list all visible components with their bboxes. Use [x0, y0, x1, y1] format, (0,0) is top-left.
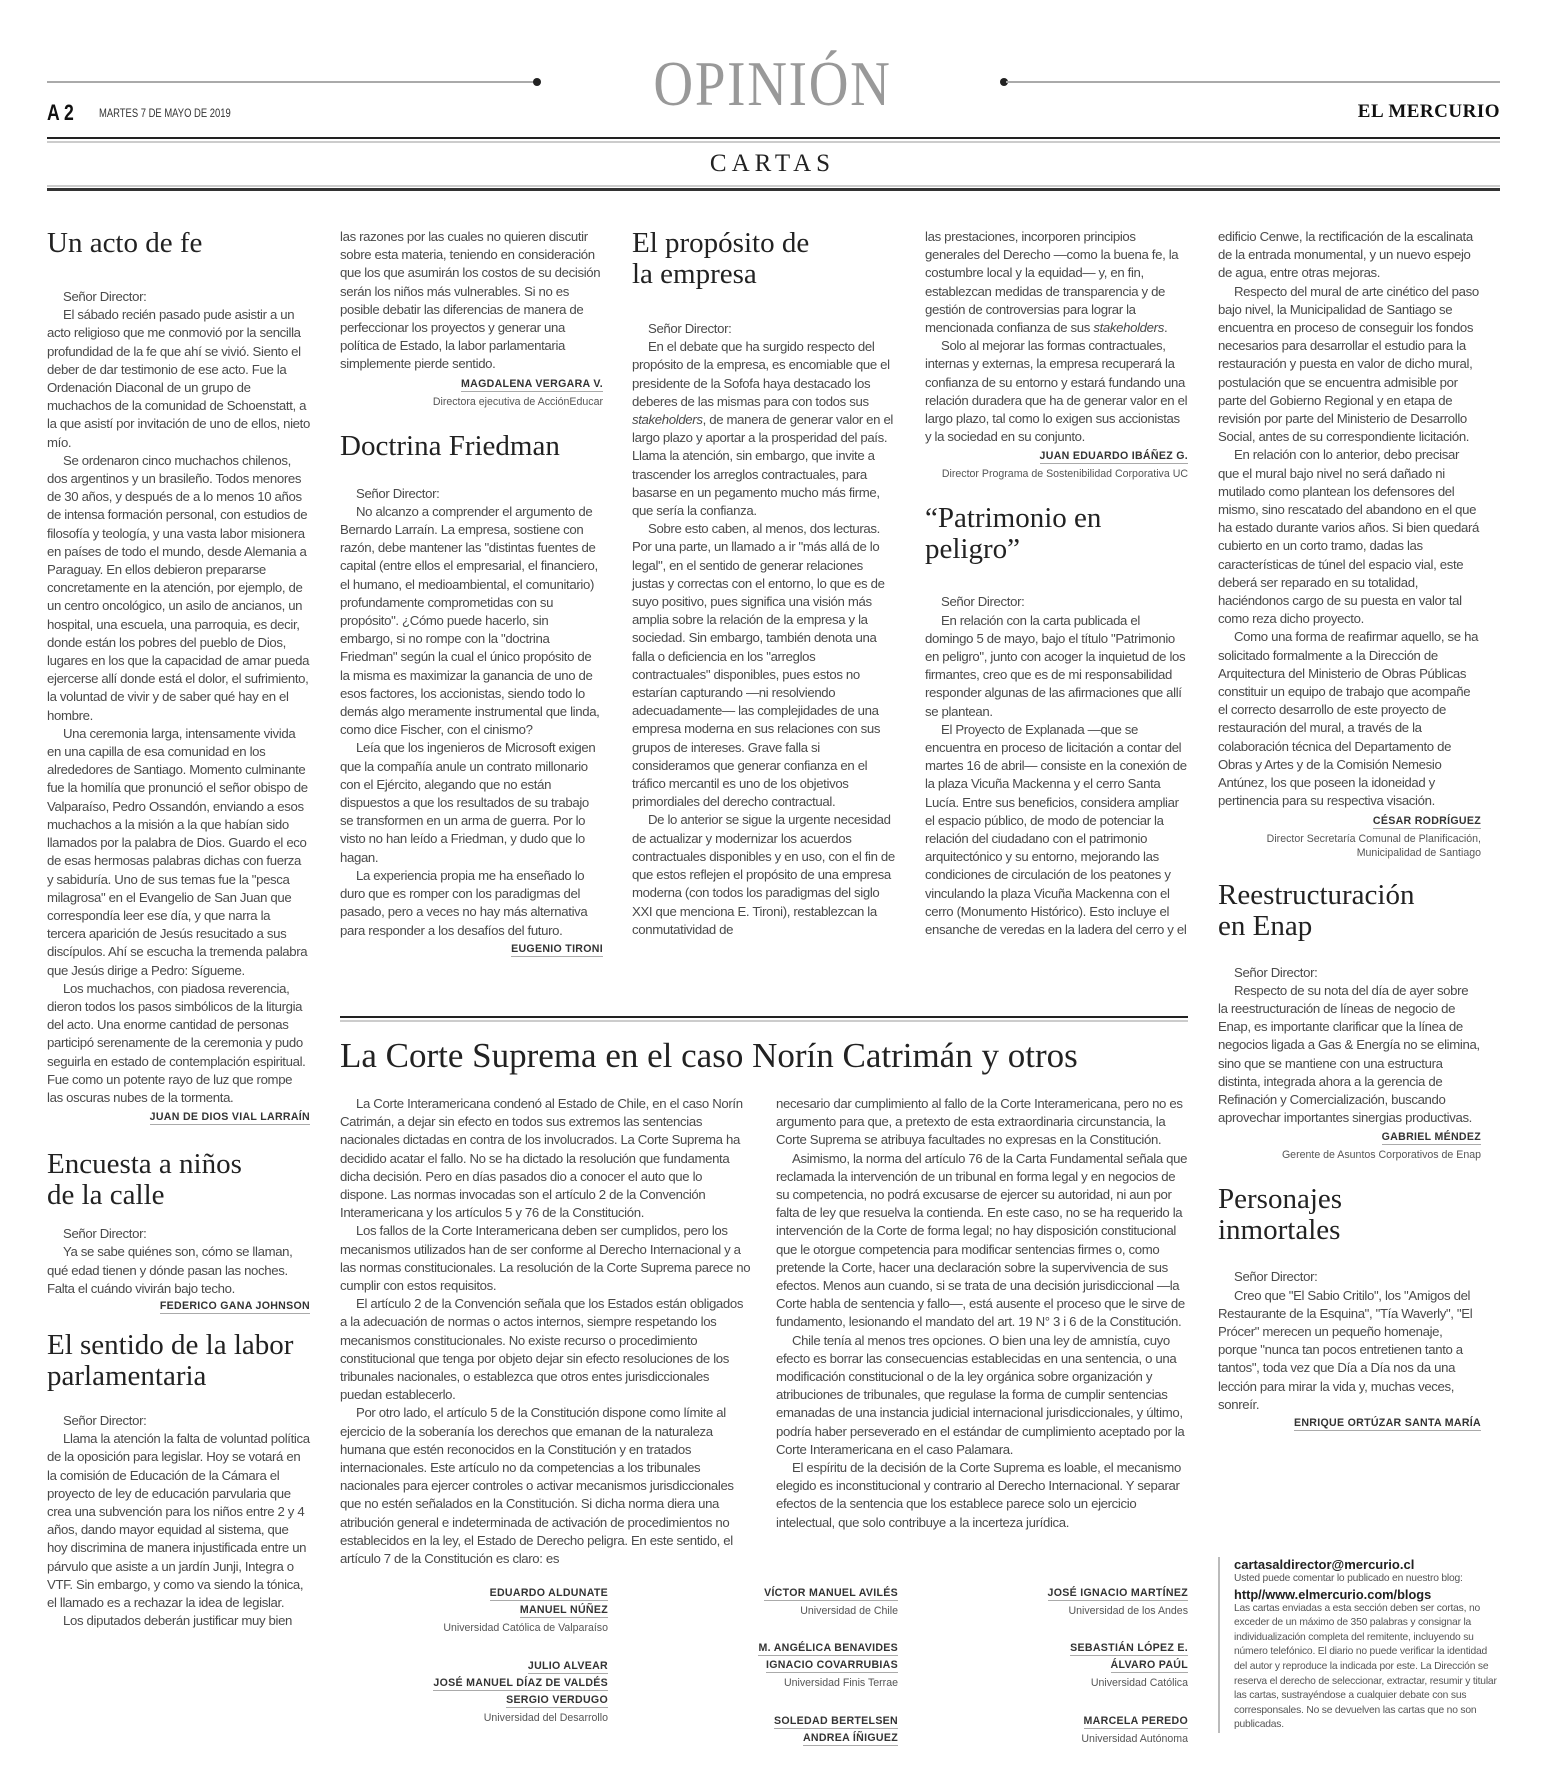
salutation: Señor Director:: [1234, 964, 1318, 980]
letter-body-enap: [1218, 964, 1481, 1128]
paragraph: Ya se sabe quiénes son, cómo se llaman, qué edad tienen y dónde pasan las noches. Falta el cuándo vivirán bajo techo.: [47, 1244, 293, 1296]
letter-body-acto-fe: [47, 288, 310, 1107]
signatory-group: [1000, 1642, 1188, 1690]
letter-title-patrimonio: “Patrimonio en peligro”: [925, 502, 1102, 566]
name: M. ANGÉLICA BENAVIDES: [758, 1642, 898, 1654]
name: ÁLVARO PAÚL: [1110, 1659, 1188, 1671]
paragraph: necesario dar cumplimiento al fallo de la Corte Interamericana, pero no es argumento para que, a pretexto de esta extraordinaria circunstancia, la Corte Suprema se atribuya facultades no expresas en la Constitución.: [776, 1096, 1183, 1148]
paragraph: Leía que los ingenieros de Microsoft exigen que la compañía anule un contrato millonario con el Ejército, alegando que no están dispuestos a que los resultados de su trabajo se transformen en un arma de guerra. Por lo visto no han leído a Friedman, y dudo que lo hagan.: [340, 740, 596, 865]
text: En el debate que ha surgido respecto del propósito de la empresa, es encomiable que el presidente de la Sofofa haya destacado los deberes de las mismas para con todos sus: [632, 339, 890, 409]
signature-proposito: [925, 450, 1188, 464]
column-1: [47, 228, 310, 1630]
paragraph: Una ceremonia larga, intensamente vivida en una capilla de esa comunidad en los alrededores de Santiago. Momento culminante fue la homilía que pronunció el señor obispo de Valparaíso, Pedro Ossandón, enviando a esos muchachos a la misión a la que habían sido llamados por la palabra de Dios. Guardo el eco de esas hermosas palabras dichas con fuerza y sabiduría. Uno de sus temas fue la "pesca milagrosa" en el Evangelio de San Juan que correspondía leer ese día, y que narra la tercera aparición de Jesús resucitado a sus discípulos. Ahí se escucha la tremenda palabra que Jesús dirige a Pedro: Sígueme.: [47, 725, 308, 978]
signatory-name: [380, 1677, 608, 1691]
signature-name: FEDERICO GANA JOHNSON: [159, 1299, 310, 1312]
name: JOSÉ MANUEL DÍAZ DE VALDÉS: [433, 1677, 608, 1689]
signature-role: Director Programa de Sostenibilidad Corporativa UC: [941, 468, 1188, 481]
masthead-divider: [47, 137, 1500, 139]
signature-role: Directora ejecutiva de AcciónEducar: [432, 395, 603, 408]
signature-name: CÉSAR RODRÍGUEZ: [1372, 814, 1481, 827]
letter-title-enap: Reestructuración en Enap: [1218, 878, 1415, 942]
name: ANDREA ÍÑIGUEZ: [802, 1732, 898, 1744]
text: las prestaciones, incorporen principios generales del Derecho —como la buena fe, la costumbre local y la equidad— y, en fin, establezcan medidas de transparencia y de gestión de controversias para lograr la mencionada confianza de sus: [925, 229, 1179, 336]
text: , de manera de generar valor en el largo plazo y aportar a la prosperidad del país. Llama la atención, sin embargo, que invite a trascender los arreglos contractuales, para basarse en un pegamento mucho más firme, que sería la confianza.: [632, 412, 894, 519]
paragraph: edificio Cenwe, la rectificación de la escalinata de la entrada monumental, y un nuevo espejo de agua, entre otras mejoras.: [1218, 229, 1473, 281]
name: JULIO ALVEAR: [527, 1660, 608, 1672]
letter-body-parlamentaria: [47, 1412, 310, 1630]
paragraph: Respecto del mural de arte cinético del paso bajo nivel, la Municipalidad de Santiago se encuentra en proceso de conseguir los fondos necesarios para desarrollar el estudio para la restauración y puesta en valor de dicho mural, postulación que se encuentra admisible por parte del Gobierno Regional y en etapa de revisión por parte del Ministerio de Desarrollo Social, antes de su correspondiente licitación.: [1218, 283, 1479, 445]
signatory-group: [730, 1587, 898, 1618]
letter-body-patrimonio: [925, 593, 1188, 939]
paragraph: Sobre esto caben, al menos, dos lecturas. Por una parte, un llamado a ir "más allá de lo legal", en el sentido de generar relaciones justas y correctas con el entorno, lo que es de suyo positivo, pues significa una visión más amplia sobre la relación de la empresa y la sociedad. Sin embargo, también denota una falla o deficiencia en los "arreglos contractuales" disponibles, pues estos no estarían capturando —ni resolviendo adecuadamente— las complejidades de una empresa moderna en sus relaciones con sus grupos de intereses. Grave falla si consideramos que generar confianza en el tráfico mercantil es uno de los objetivos primordiales del derecho contractual.: [632, 521, 885, 810]
paragraph: El espíritu de la decisión de la Corte Suprema es loable, el mecanismo elegido es inconstitucional y contrario al Derecho Internacional. Y separar efectos de la sentencia que los establece parece solo un ejercicio intelectual, que solo contribuye a la incerteza jurídica.: [776, 1460, 1181, 1530]
column-2: [340, 228, 603, 957]
paragraph: La Corte Interamericana condenó al Estado de Chile, en el caso Norín Catrimán, a dejar sin efecto en todos sus extremos las sentencias nacionales dictadas en contra de los involucrados. La Corte Suprema ha decidido acatar el fallo. No se ha dictado la resolución que fundamenta dicha decisión. Pero en días pasados dio a conocer el auto que lo dispone. Las normas invocadas son el artículo 2 de la Convención Interamericana y los artículos 5 y 76 de la Constitución.: [340, 1096, 743, 1221]
paragraph: Se ordenaron cinco muchachos chilenos, dos argentinos y un brasileño. Todos menores de 30 años, y después de a lo menos 10 años de intensa formación personal, con estudios de filosofía y teología, y una vasta labor misionera en países de todo el mundo, desde Alemania a Paraguay. En ellos debieron prepararse concretamente en la atención, por ejemplo, de un centro oncológico, un asilo de ancianos, un hospital, una escuela, una parroquia, es decir, donde están los pobres del pueblo de Dios, lugares en los que la capacidad de amar pueda ejercerse allí donde está el dolor, el sufrimiento, la voluntad de vivir y de saber qué hay en el hombre.: [47, 452, 310, 723]
signature-name: EUGENIO TIRONI: [511, 942, 603, 955]
letter-continuation-proposito: [925, 228, 1188, 446]
signatory-name: [730, 1659, 898, 1673]
signatory-name: [380, 1694, 608, 1708]
signatory-group: [730, 1642, 898, 1690]
letter-body-friedman: [340, 485, 603, 940]
paragraph: Solo al mejorar las formas contractuales, internas y externas, la empresa recuperará la confianza de su entorno y estará fundando una relación duradera que ha de generar valor en el largo plazo, tal como lo exigen sus accionistas y la sociedad en su conjunto.: [925, 338, 1188, 445]
signatory-institution: Universidad de los Andes: [1068, 1605, 1188, 1617]
letter-continuation-parlamentaria: [340, 228, 603, 374]
salutation: Señor Director:: [648, 321, 732, 336]
signatory-institution: Universidad Católica: [1090, 1677, 1188, 1689]
blog-link[interactable]: http//www.elmercurio.com/blogs: [1234, 1586, 1432, 1602]
name: JOSÉ IGNACIO MARTÍNEZ: [1047, 1587, 1188, 1599]
paragraph: Los muchachos, con piadosa reverencia, dieron todos los pasos simbólicos de la liturgia del acto. Una enorme cantidad de personas participó serenamente de la ceremonia y pudo seguirla en estado de contemplación espiritual. Fue como un potente rayo de luz que rompe las oscuras nubes de la tormenta.: [47, 980, 306, 1105]
signatory-group: [380, 1587, 608, 1635]
letter-body-personajes: [1218, 1268, 1481, 1414]
feature-right-column: [776, 1095, 1188, 1532]
name: IGNACIO COVARRUBIAS: [765, 1659, 898, 1671]
signature-parlamentaria: [340, 378, 603, 392]
blog-intro: Usted puede comentar lo publicado en nuestro blog:: [1234, 1573, 1463, 1584]
paragraph: En relación con la carta publicada el domingo 5 de mayo, bajo el título "Patrimonio en peligro", junto con acoger la inquietud de los firmantes, creo que es de mi responsabilidad responder algunas de las afirmaciones que allí se plantean.: [925, 612, 1186, 719]
paragraph: No alcanzo a comprender el argumento de Bernardo Larraín. La empresa, sostiene con razón, debe mantener las "distintas fuentes de capital (entre ellos el empresarial, el financiero, el humano, el medioambiental, el comunitario) profundamente comprometidas con su propósito". ¿Cómo puede hacerlo, sin embargo, si no rompe con la "doctrina Friedman" según la cual el único propósito de la misma es maximizar la ganancia de uno de esos factores, los accionistas, siendo todo lo demás algo meramente instrumental que linda, como dice Fischer, con el cinismo?: [340, 503, 600, 738]
column-3: [632, 228, 895, 939]
paragraph: las razones por las cuales no quieren discutir sobre esta materia, teniendo en consideración que los que asumirán los costos de su decisión serán los niños más vulnerables. Si no es posible debatir las diferencias de manera de perfeccionar los proyectos y generar una política de Estado, la labor parlamentaria simplemente pierde sentido.: [340, 229, 601, 372]
signatory-institution: Universidad Autónoma: [1081, 1733, 1188, 1745]
letter-title-acto-fe: Un acto de fe: [47, 227, 203, 259]
salutation: Señor Director:: [63, 1226, 147, 1242]
paragraph: El sábado recién pasado pude asistir a un acto religioso que me conmovió por la sencilla profundidad de la fe que ahí se vivió. Siento el deber de dar testimonio de ese acto. Fue la Ordenación Diaconal de un grupo de muchachos de la comunidad de Schoenstatt, a la que asistí por invitación de uno de ellos, nieto mío.: [47, 307, 310, 450]
signature-name: JUAN EDUARDO IBÁÑEZ G.: [1039, 450, 1188, 463]
subsection-divider-light: [47, 185, 1500, 187]
newspaper-brand: EL MERCURIO: [1357, 101, 1500, 122]
signatory-name: [730, 1587, 898, 1601]
name: SOLEDAD BERTELSEN: [774, 1715, 898, 1727]
italic-term: stakeholders: [632, 412, 703, 428]
paragraph: Como una forma de reafirmar aquello, se ha solicitado formalmente a la Dirección de Arquitectura del Ministerio de Obras Públicas constituir un equipo de trabajo que acompañe el correcto desarrollo de este proyecto de restauración del mural, a través de la colaboración técnica del Departamento de Obras y Artes y de la Comisión Nemesio Antúnez, los que poseen la idoneidad y pertinencia para su respectiva visación.: [1218, 629, 1479, 809]
paragraph: Los fallos de la Corte Interamericana deben ser cumplidos, pero los mecanismos utilizados han de ser conforme al Derecho Internacional y a las normas constitucionales. La resolución de la Corte Suprema parece no cumplir con estos requisitos.: [340, 1223, 751, 1294]
letter-title-friedman: Doctrina Friedman: [340, 429, 560, 462]
signatory-name: [730, 1732, 898, 1746]
signature-friedman: [340, 943, 603, 957]
signature-name: ENRIQUE ORTÚZAR SANTA MARÍA: [1293, 1416, 1481, 1429]
paragraph: Los diputados deberán justificar muy bien: [63, 1613, 293, 1629]
paragraph: [632, 338, 895, 520]
paragraph: De lo anterior se sigue la urgente necesidad de actualizar y modernizar los acuerdos contractuales disponibles y en uso, con el fin de que estos reflejen el propósito de una empresa moderna (con todos los paradigmas del siglo XXI que menciona E. Tironi), restablezcan la conmutatividad de: [632, 812, 895, 937]
feature-divider-light: [340, 1020, 1188, 1022]
signatory-name: [730, 1715, 898, 1729]
signature-personajes: [1218, 1417, 1481, 1431]
signatory-institution: Universidad Finis Terrae: [783, 1677, 898, 1689]
italic-term: stakeholders: [1093, 320, 1164, 336]
salutation: Señor Director:: [356, 485, 440, 501]
letter-title-proposito: El propósito de la empresa: [632, 227, 810, 290]
signatory-group: [730, 1715, 898, 1749]
letter-title-personajes: Personajes inmortales: [1218, 1183, 1343, 1247]
signature-name: JUAN DE DIOS VIAL LARRAÍN: [149, 1111, 310, 1124]
salutation: Señor Director:: [63, 289, 147, 304]
paragraph: En relación con lo anterior, debo precisar que el mural bajo nivel no será dañado ni mutilado como plantean los defensores del mismo, sino rescatado del abandono en el que ha estado durante varios años. Si bien quedará cubierto en un corto tramo, dadas las características de túnel del espacio vial, este deberá ser reparado en su totalidad, haciéndonos cargo de su puesta en valor tal como reza dicho proyecto.: [1218, 447, 1480, 627]
name: MARCELA PEREDO: [1083, 1715, 1188, 1727]
paragraph: [925, 228, 1188, 337]
paragraph: El artículo 2 de la Convención señala que los Estados están obligados a la adecuación de normas o actos internos, siempre respetando los mecanismos constitucionales. No existe recurso o procedimiento constitucional que tenga por objeto dejar sin efecto resoluciones de los tribunales nacionales, o establezca que otros entes jurisdiccionales puedan establecerlo.: [340, 1296, 744, 1403]
masthead-divider-light: [47, 141, 1500, 143]
subsection-divider: [47, 188, 1500, 191]
feature-divider: [340, 1016, 1188, 1018]
salutation: Señor Director:: [1234, 1269, 1318, 1285]
signatory-institution: Universidad del Desarrollo: [483, 1712, 608, 1724]
name: EDUARDO ALDUNATE: [489, 1587, 608, 1599]
signatory-group: [380, 1660, 608, 1725]
letters-policy: Las cartas enviadas a esta sección deben ser cortas, no exceder de un máximo de 350 palabras y consignar la individualización completa del remitente, incluyendo su número telefónico. El diario no puede verificar la identidad del autor y reproduce la indicada por este. La Dirección se reserva el derecho de seleccionar, extractar, resumir y titular las cartas, sustrayéndose a cualquier debate con sus corresponsales. No se devuelven las cartas que no son publicadas.: [1234, 1602, 1497, 1731]
section-title: OPINIÓN: [653, 48, 892, 119]
paragraph: Asimismo, la norma del artículo 76 de la Carta Fundamental señala que reclamada la intervención de un tribunal en forma legal y en negocios de su competencia, no podrá excusarse de ejercer su autoridad, ni aun por falta de ley que resuelva la contienda. En este caso, no se ha requerido la intervención de la Corte de forma legal; no hay disposición constitucional que le otorgue competencia para modificar sentencias firmes o, como pretende la Corte, hacer una declaración sobre la supervivencia de sus efectos. Menos aun cuando, si se trata de una decisión jurisdiccional —la Corte habla de sentencia y fallo—, está ausente el proceso que le sirve de fundamento, lesionando el mandato del art. 19 N° 3 i 6 de la Constitución.: [776, 1150, 1188, 1330]
signatory-name: [1000, 1587, 1188, 1601]
letter-body-encuesta: [47, 1225, 310, 1298]
signatory-name: [1000, 1715, 1188, 1729]
masthead-rule-left: [47, 81, 537, 83]
paragraph: Respecto de su nota del día de ayer sobre la reestructuración de líneas de negocio de Enap, es importante clarificar que la línea de negocios ligada a Gas & Energía no se elimina, sino que se mantiene con una estructura distinta, integrada ahora a la gerencia de Refinación y Comercialización, buscando aprovechar importantes sinergias productivas.: [1218, 982, 1480, 1126]
feature-left-column: [340, 1095, 752, 1568]
signatory-institution: Universidad de Chile: [800, 1605, 898, 1617]
page-number: A 2: [47, 100, 74, 125]
signatory-institution: Universidad Católica de Valparaíso: [443, 1622, 608, 1634]
paragraph: Chile tenía al menos tres opciones. O bien una ley de amnistía, cuyo efecto es borrar las consecuencias establecidas en una sentencia, o una modificación constitucional o de la ley orgánica sobre organización y atribuciones de tribunales, que regulase la forma de cumplir sentencias emanadas de una instancia judicial internacional jurisdiccionales, y último, podría haber perseverado en el estándar de cumplimiento aceptado por la Corte Interamericana en el caso Palamara.: [776, 1332, 1185, 1457]
signature-role-line1: Director Secretaría Comunal de Planificación,: [1266, 832, 1481, 845]
paragraph: Por otro lado, el artículo 5 de la Constitución dispone como límite al ejercicio de la soberanía los derechos que emanan de la naturaleza humana que estén reconocidos en la Constitución y en tratados internacionales. Este artículo no da competencias a los tribunales nacionales para ejercer controles o activar mecanismos jurisdiccionales que no estén señalados en la Constitución. Si dicha norma diera una atribución general e indeterminada de activación de procedimientos no establecidos en la ley, el Estado de Derecho peligra. En este sentido, el artículo 7 de la Constitución es claro: es: [340, 1405, 734, 1567]
paragraph: La experiencia propia me ha enseñado lo duro que es romper con los paradigmas del pasado, pero a veces no hay más alternativa para responder a los desafíos del futuro.: [340, 867, 588, 938]
signatory-name: [1000, 1659, 1188, 1673]
signature-acto-fe: [47, 1111, 310, 1125]
name: MANUEL NÚÑEZ: [519, 1604, 608, 1616]
feature-title: La Corte Suprema en el caso Norín Catrimán y otros: [340, 1036, 1078, 1075]
signatory-name: [380, 1660, 608, 1674]
signature-encuesta: [47, 1300, 310, 1314]
signatory-name: [1000, 1642, 1188, 1656]
signature-enap: [1218, 1131, 1481, 1145]
signatory-group: [1000, 1715, 1188, 1746]
column-5: [1218, 228, 1481, 1431]
letter-title-parlamentaria: El sentido de la labor parlamentaria: [47, 1328, 294, 1392]
paragraph: Llama la atención la falta de voluntad política de la oposición para legislar. Hoy se votará en la comisión de Educación de la Cámara el proyecto de ley de educación parvularia que crea una subvención para los niños entre 2 y 4 años, dando mayor equidad al sistema, que hoy discrimina de manera injustificada entre un párvulo que asiste a un jardín Junji, Integra o VTF. Sin embargo, y como va siendo la tónica, el llamado es a rechazar la idea de legislar.: [47, 1431, 310, 1610]
paragraph: Creo que "El Sabio Critilo", los "Amigos del Restaurante de la Esquina", "Tía Waverly", "El Prócer" merecen un pequeño homenaje, porque "nunca tan pocos entretienen tanto a tantos", toda vez que Día a Día nos da una lección para mirar la vida y, muchas veces, sonreír.: [1218, 1287, 1473, 1412]
signature-patrimonio: [1218, 815, 1481, 829]
salutation: Señor Director:: [941, 594, 1025, 610]
name: SEBASTIÁN LÓPEZ E.: [1070, 1642, 1188, 1654]
masthead-dot-left: [533, 78, 541, 86]
salutation: Señor Director:: [63, 1412, 147, 1428]
column-4: [925, 228, 1188, 939]
name: VÍCTOR MANUEL AVILÉS: [764, 1587, 898, 1599]
signatory-name: [380, 1587, 608, 1601]
letter-title-encuesta: Encuesta a niños de la calle: [47, 1148, 242, 1212]
name: SERGIO VERDUGO: [506, 1694, 608, 1706]
letters-policy-box: [1218, 1557, 1500, 1733]
masthead-rule-right: [1006, 81, 1500, 83]
letter-continuation-patrimonio: [1218, 228, 1481, 811]
subsection-title: CARTAS: [709, 150, 836, 177]
signature-role: Gerente de Asuntos Corporativos de Enap: [1281, 1149, 1481, 1162]
signatory-group: [1000, 1587, 1188, 1618]
paragraph: El Proyecto de Explanada —que se encuentra en proceso de licitación a contar del martes 16 de abril— consiste en la conexión de la plaza Vicuña Mackenna y el cerro Santa Lucía. Entre sus beneficios, considera ampliar el espacio público, de modo de potenciar la relación del ciudadano con el patrimonio arquitectónico y su entorno, mejorando las condiciones de circulación de los peatones y vinculando la plaza Vicuña Mackenna con el cerro (Monumento Histórico). Esto incluye el ensanche de veredas en la ladera del cerro y el: [925, 721, 1187, 938]
contact-email[interactable]: cartasaldirector@mercurio.cl: [1234, 1557, 1415, 1572]
signatory-name: [380, 1604, 608, 1618]
signatory-name: [730, 1642, 898, 1656]
text: .: [1163, 320, 1168, 336]
letter-body-proposito: [632, 320, 895, 939]
signature-name: GABRIEL MÉNDEZ: [1381, 1131, 1481, 1144]
issue-date: MARTES 7 DE MAYO DE 2019: [99, 108, 231, 120]
signature-role-line2: Municipalidad de Santiago: [1356, 846, 1481, 859]
signature-name: MAGDALENA VERGARA V.: [461, 377, 603, 390]
